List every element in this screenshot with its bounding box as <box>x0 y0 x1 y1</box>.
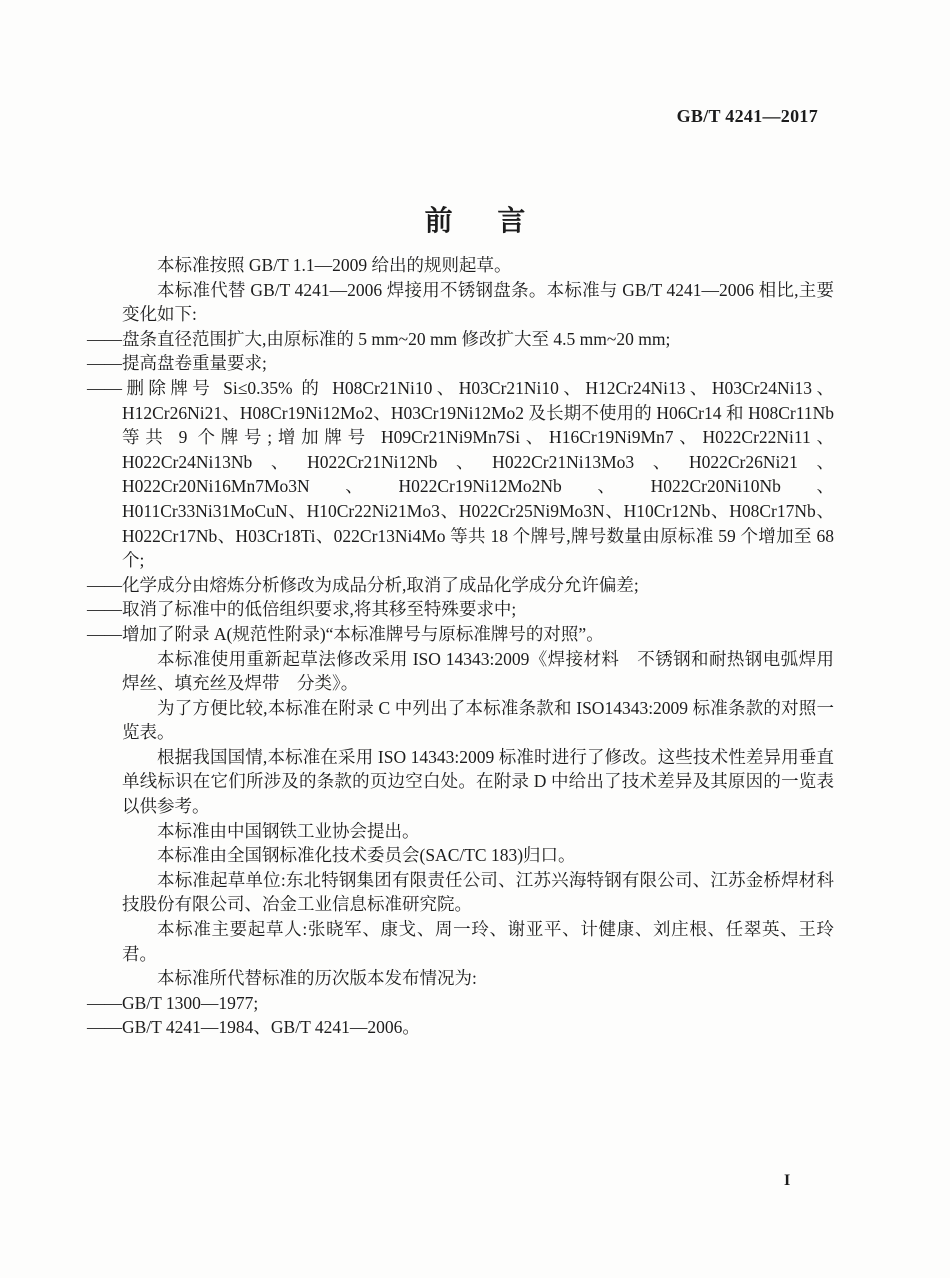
page-title: 前言 <box>424 205 571 237</box>
paragraph: 本标准主要起草人:张晓军、康戈、周一玲、谢亚平、计健康、刘庄根、任翠英、王玲君。 <box>122 919 834 964</box>
list-item: ——增加了附录 A(规范性附录)“本标准牌号与原标准牌号的对照”。 <box>87 623 604 644</box>
list-item: ——删除牌号 Si≤0.35% 的 H08Cr21Ni10、H03Cr21Ni10、H12Cr24Ni13、H03Cr24Ni13、H12Cr26Ni21、H08Cr19Ni12Mo2、H03Cr19Ni12Mo2 及长期不使用的 H06Cr14 和 H08Cr11Nb 等共 9 个牌号;增加牌号 H09Cr21Ni9Mn7Si、H16Cr19Ni9Mn7、H022Cr22Ni11、H022Cr24Ni13Nb、H022Cr21Ni12Nb、H022Cr21Ni13Mo3、H022Cr26Ni21、H022Cr20Ni16Mn7Mo3N、H022Cr19Ni12Mo2Nb、H022Cr20Ni10Nb、H011Cr33Ni31MoCuN、H10Cr22Ni21Mo3、H022Cr25Ni9Mo3N、H10Cr12Nb、H08Cr17Nb、H022Cr17Nb、H03Cr18Ti、022Cr13Ni4Mo 等共 18 个牌号,牌号数量由原标准 59 个增加至 68 个; <box>87 377 834 571</box>
list-item: ——GB/T 1300—1977; <box>87 992 259 1013</box>
paragraph: 本标准按照 GB/T 1.1—2009 给出的规则起草。 <box>157 255 512 275</box>
list-item: ——GB/T 4241—1984、GB/T 4241—2006。 <box>87 1017 420 1038</box>
paragraph: 本标准起草单位:东北特钢集团有限责任公司、江苏兴海特钢有限公司、江苏金桥焊材科技股份有限公司、冶金工业信息标准研究院。 <box>122 869 834 915</box>
paragraph: 本标准由中国钢铁工业协会提出。 <box>157 820 420 841</box>
paragraph: 本标准代替 GB/T 4241—2006 焊接用不锈钢盘条。本标准与 GB/T 4241—2006 相比,主要变化如下: <box>122 279 834 325</box>
list-item: ——提高盘卷重量要求; <box>87 353 267 374</box>
paragraph: 为了方便比较,本标准在附录 C 中列出了本标准条款和 ISO14343:2009 标准条款的对照一览表。 <box>122 697 834 743</box>
paragraph: 本标准所代替标准的历次版本发布情况为: <box>157 968 477 989</box>
page-number: I <box>784 1172 791 1189</box>
list-item: ——取消了标准中的低倍组织要求,将其移至特殊要求中; <box>87 599 517 620</box>
paragraph: 本标准由全国钢标准化技术委员会(SAC/TC 183)归口。 <box>157 845 576 866</box>
list-item: ——化学成分由熔炼分析修改为成品分析,取消了成品化学成分允许偏差; <box>87 574 639 595</box>
standard-number: GB/T 4241—2017 <box>676 106 818 126</box>
paragraph: 根据我国国情,本标准在采用 ISO 14343:2009 标准时进行了修改。这些技术性差异用垂直单线标识在它们所涉及的条款的页边空白处。在附录 D 中给出了技术差异及其原因的一览表以供参考。 <box>122 746 834 817</box>
list-item: ——盘条直径范围扩大,由原标准的 5 mm~20 mm 修改扩大至 4.5 mm~20 mm; <box>87 328 671 349</box>
foreword-body <box>87 253 834 1040</box>
paragraph: 本标准使用重新起草法修改采用 ISO 14343:2009《焊接材料 不锈钢和耐热钢电弧焊用焊丝、填充丝及焊带 分类》。 <box>122 648 834 694</box>
